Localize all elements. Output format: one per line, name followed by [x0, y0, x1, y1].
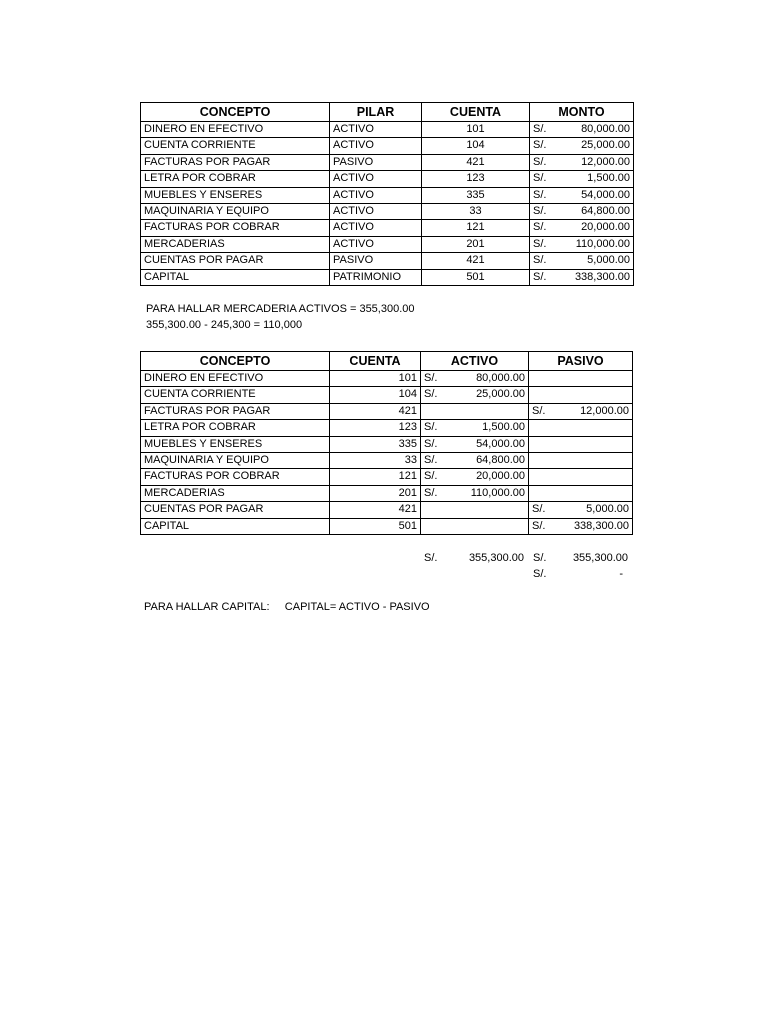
cell-cuenta: 104	[422, 138, 530, 154]
table-row	[141, 371, 633, 387]
currency-symbol: S/.	[533, 568, 547, 580]
currency-symbol: S/.	[533, 123, 547, 135]
cell-pasivo	[529, 453, 633, 469]
table-row	[141, 187, 634, 203]
cell-pilar: ACTIVO	[330, 171, 422, 187]
amount: 110,000.00	[575, 237, 630, 250]
cell-activo	[421, 518, 529, 534]
cell-pilar: ACTIVO	[330, 138, 422, 154]
cell-cuenta: 421	[422, 253, 530, 269]
table-row	[141, 236, 634, 252]
cell-pilar: ACTIVO	[330, 204, 422, 220]
cell-pasivo	[529, 485, 633, 501]
cell-monto	[530, 154, 634, 170]
cell-cuenta: 335	[330, 436, 421, 452]
difference	[533, 567, 623, 582]
table-row	[141, 518, 633, 534]
amount: 64,800.00	[581, 205, 630, 218]
accounts-table-body	[141, 122, 634, 286]
table-row	[141, 220, 634, 236]
cell-cuenta: 201	[422, 236, 530, 252]
currency-symbol: S/.	[533, 155, 547, 168]
amount: 25,000.00	[476, 388, 525, 401]
table-row	[141, 436, 633, 452]
currency-symbol: S/.	[533, 552, 547, 564]
cell-concepto: LETRA POR COBRAR	[141, 420, 330, 436]
cell-pasivo	[529, 518, 633, 534]
cell-concepto: CAPITAL	[141, 269, 330, 285]
cell-monto	[530, 220, 634, 236]
amount: 25,000.00	[581, 139, 630, 152]
currency-symbol: S/.	[424, 421, 438, 434]
table-row	[141, 204, 634, 220]
cell-concepto: MUEBLES Y ENSERES	[141, 187, 330, 203]
amount: 338,300.00	[574, 270, 630, 283]
accounts-table	[140, 102, 634, 286]
cell-activo	[421, 371, 529, 387]
cell-concepto: FACTURAS POR COBRAR	[141, 220, 330, 236]
note-mercaderia-1: PARA HALLAR MERCADERIA ACTIVOS = 355,300.00	[146, 303, 415, 315]
cell-cuenta: 421	[330, 502, 421, 518]
cell-monto	[530, 269, 634, 285]
cell-pilar: PASIVO	[330, 253, 422, 269]
total-pasivo	[533, 551, 628, 566]
cell-monto	[530, 236, 634, 252]
currency-symbol: S/.	[532, 519, 546, 532]
cell-monto	[530, 171, 634, 187]
amount: 54,000.00	[581, 188, 630, 201]
amount: 20,000.00	[476, 470, 525, 483]
cell-pasivo	[529, 371, 633, 387]
note-capital: PARA HALLAR CAPITAL: CAPITAL= ACTIVO - PASIVO	[144, 601, 430, 613]
cell-concepto: CUENTA CORRIENTE	[141, 387, 330, 403]
currency-symbol: S/.	[533, 205, 547, 218]
total-pasivo-value: 355,300.00	[572, 552, 628, 564]
header-pasivo: PASIVO	[529, 352, 633, 371]
amount: 1,500.00	[587, 172, 630, 185]
cell-pasivo	[529, 502, 633, 518]
cell-concepto: DINERO EN EFECTIVO	[141, 122, 330, 138]
cell-cuenta: 33	[422, 204, 530, 220]
header-pilar: PILAR	[330, 103, 422, 122]
amount: 1,500.00	[482, 421, 525, 434]
currency-symbol: S/.	[424, 454, 438, 467]
cell-cuenta: 121	[422, 220, 530, 236]
cell-concepto: FACTURAS POR COBRAR	[141, 469, 330, 485]
table-row	[141, 171, 634, 187]
currency-symbol: S/.	[533, 221, 547, 234]
cell-pasivo	[529, 469, 633, 485]
amount: 80,000.00	[476, 372, 525, 384]
amount: 5,000.00	[587, 254, 630, 267]
currency-symbol: S/.	[533, 188, 547, 201]
total-activo	[424, 551, 524, 566]
cell-concepto: MAQUINARIA Y EQUIPO	[141, 204, 330, 220]
amount: 338,300.00	[573, 519, 629, 532]
cell-pasivo	[529, 403, 633, 419]
balance-table	[140, 351, 633, 535]
cell-cuenta: 501	[330, 518, 421, 534]
amount: 64,800.00	[476, 454, 525, 467]
cell-cuenta: 33	[330, 453, 421, 469]
cell-pilar: ACTIVO	[330, 220, 422, 236]
header-cuenta: CUENTA	[422, 103, 530, 122]
amount: 12,000.00	[581, 155, 630, 168]
header-activo: ACTIVO	[421, 352, 529, 371]
cell-pilar: ACTIVO	[330, 187, 422, 203]
cell-concepto: MERCADERIAS	[141, 236, 330, 252]
cell-concepto: MERCADERIAS	[141, 485, 330, 501]
currency-symbol: S/.	[532, 503, 546, 516]
cell-cuenta: 104	[330, 387, 421, 403]
currency-symbol: S/.	[424, 388, 438, 401]
currency-symbol: S/.	[424, 372, 438, 384]
amount: 110,000.00	[470, 486, 525, 499]
table-header-row	[141, 352, 633, 371]
amount: 54,000.00	[476, 437, 525, 450]
table-row	[141, 387, 633, 403]
cell-concepto: MUEBLES Y ENSERES	[141, 436, 330, 452]
currency-symbol: S/.	[533, 139, 547, 152]
cell-cuenta: 123	[422, 171, 530, 187]
header-cuenta: CUENTA	[330, 352, 421, 371]
cell-pilar: ACTIVO	[330, 122, 422, 138]
cell-monto	[530, 187, 634, 203]
table-row	[141, 485, 633, 501]
difference-value: -	[619, 568, 623, 580]
cell-pilar: PASIVO	[330, 154, 422, 170]
amount: 80,000.00	[581, 123, 630, 135]
table-row	[141, 122, 634, 138]
cell-cuenta: 123	[330, 420, 421, 436]
currency-symbol: S/.	[424, 552, 438, 564]
cell-pasivo	[529, 387, 633, 403]
cell-concepto: MAQUINARIA Y EQUIPO	[141, 453, 330, 469]
cell-concepto: LETRA POR COBRAR	[141, 171, 330, 187]
cell-cuenta: 121	[330, 469, 421, 485]
currency-symbol: S/.	[533, 270, 547, 283]
cell-activo	[421, 502, 529, 518]
table-row	[141, 154, 634, 170]
cell-cuenta: 335	[422, 187, 530, 203]
cell-pilar: ACTIVO	[330, 236, 422, 252]
table-header-row	[141, 103, 634, 122]
balance-table-body	[141, 371, 633, 535]
cell-pilar: PATRIMONIO	[330, 269, 422, 285]
table-row	[141, 403, 633, 419]
amount: 12,000.00	[580, 404, 629, 417]
table-row	[141, 469, 633, 485]
cell-concepto: CUENTAS POR PAGAR	[141, 253, 330, 269]
cell-concepto: FACTURAS POR PAGAR	[141, 403, 330, 419]
note-mercaderia-2: 355,300.00 - 245,300 = 110,000	[146, 319, 303, 331]
cell-monto	[530, 253, 634, 269]
currency-symbol: S/.	[533, 172, 547, 185]
cell-monto	[530, 122, 634, 138]
currency-symbol: S/.	[533, 237, 547, 250]
header-concepto: CONCEPTO	[141, 103, 330, 122]
currency-symbol: S/.	[424, 486, 438, 499]
cell-cuenta: 501	[422, 269, 530, 285]
table-row	[141, 502, 633, 518]
total-activo-value: 355,300.00	[468, 552, 524, 564]
cell-activo	[421, 436, 529, 452]
header-concepto: CONCEPTO	[141, 352, 330, 371]
cell-concepto: DINERO EN EFECTIVO	[141, 371, 330, 387]
header-monto: MONTO	[530, 103, 634, 122]
table-row	[141, 253, 634, 269]
table-row	[141, 138, 634, 154]
cell-monto	[530, 204, 634, 220]
cell-activo	[421, 485, 529, 501]
cell-concepto: FACTURAS POR PAGAR	[141, 154, 330, 170]
cell-cuenta: 101	[330, 371, 421, 387]
cell-activo	[421, 453, 529, 469]
cell-concepto: CAPITAL	[141, 518, 330, 534]
amount: 20,000.00	[581, 221, 630, 234]
cell-activo	[421, 403, 529, 419]
cell-monto	[530, 138, 634, 154]
table-row	[141, 420, 633, 436]
currency-symbol: S/.	[424, 470, 438, 483]
cell-cuenta: 101	[422, 122, 530, 138]
table-row	[141, 269, 634, 285]
cell-activo	[421, 469, 529, 485]
currency-symbol: S/.	[532, 404, 546, 417]
cell-activo	[421, 420, 529, 436]
currency-symbol: S/.	[424, 437, 438, 450]
cell-cuenta: 201	[330, 485, 421, 501]
amount: 5,000.00	[586, 503, 629, 516]
cell-activo	[421, 387, 529, 403]
cell-concepto: CUENTAS POR PAGAR	[141, 502, 330, 518]
cell-concepto: CUENTA CORRIENTE	[141, 138, 330, 154]
cell-cuenta: 421	[330, 403, 421, 419]
cell-pasivo	[529, 436, 633, 452]
cell-cuenta: 421	[422, 154, 530, 170]
table-row	[141, 453, 633, 469]
cell-pasivo	[529, 420, 633, 436]
currency-symbol: S/.	[533, 254, 547, 267]
